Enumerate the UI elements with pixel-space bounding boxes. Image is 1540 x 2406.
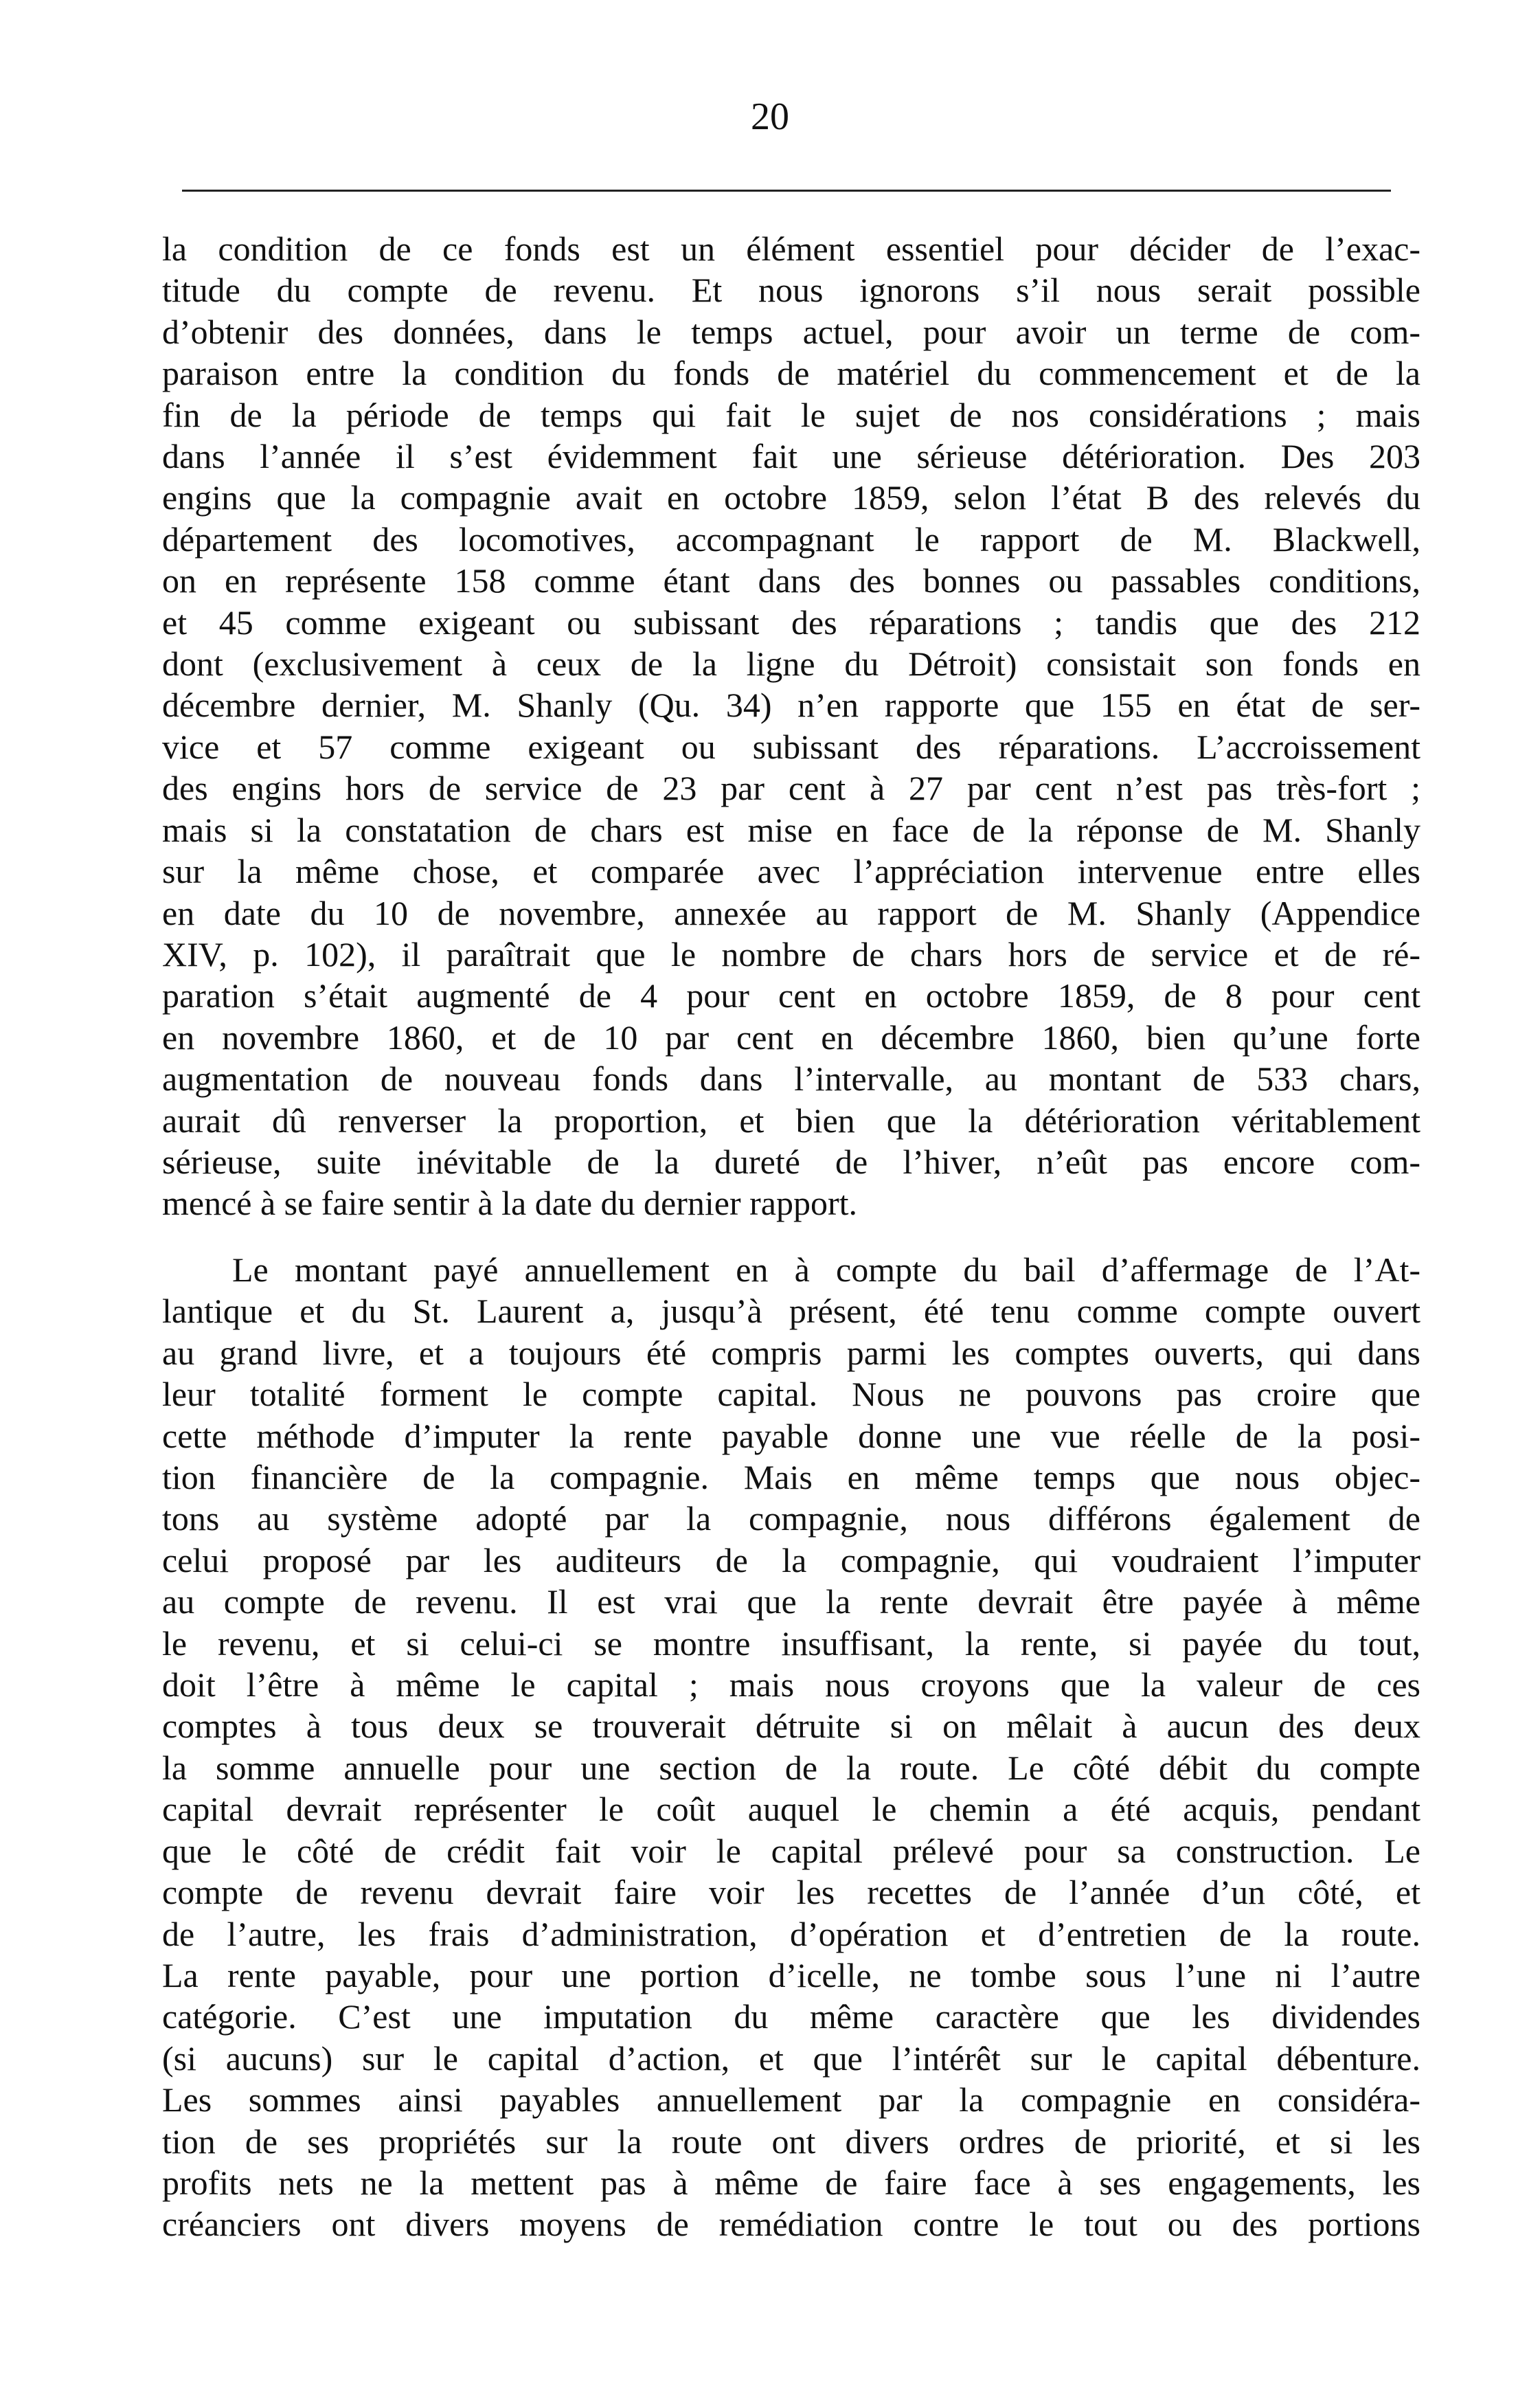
text-line: au compte de revenu. Il est vrai que la rente devrait être payée à même bbox=[162, 1582, 1420, 1621]
header-rule bbox=[182, 190, 1391, 192]
text-line: département des locomotives, accompagnant le rapport de M. Blackwell, bbox=[162, 519, 1420, 559]
text-line: d’obtenir des données, dans le temps actuel, pour avoir un terme de com- bbox=[162, 312, 1420, 351]
text-line: sérieuse, suite inévitable de la dureté de l’hiver, n’eût pas encore com- bbox=[162, 1142, 1420, 1181]
text-line: au grand livre, et a toujours été compris parmi les comptes ouverts, qui dans bbox=[162, 1333, 1420, 1372]
text-line: comptes à tous deux se trouverait détruite si on mêlait à aucun des deux bbox=[162, 1707, 1420, 1746]
text-line: titude du compte de revenu. Et nous ignorons s’il nous serait possible bbox=[162, 271, 1420, 310]
text-line: cette méthode d’imputer la rente payable donne une vue réelle de la posi- bbox=[162, 1416, 1420, 1455]
text-line: Le montant payé annuellement en à compte du bail d’affermage de l’At- bbox=[232, 1250, 1420, 1289]
page-number: 20 bbox=[751, 95, 789, 138]
text-line: fin de la période de temps qui fait le sujet de nos considérations ; mais bbox=[162, 395, 1420, 434]
text-line: le revenu, et si celui-ci se montre insuffisant, la rente, si payée du tout, bbox=[162, 1623, 1420, 1663]
text-line: augmentation de nouveau fonds dans l’intervalle, au montant de 533 chars, bbox=[162, 1059, 1420, 1099]
text-line: catégorie. C’est une imputation du même caractère que les dividendes bbox=[162, 1997, 1420, 2036]
text-line: dans l’année il s’est évidemment fait une sérieuse détérioration. Des 203 bbox=[162, 437, 1420, 476]
text-line: engins que la compagnie avait en octobre 1859, selon l’état B des relevés du bbox=[162, 478, 1420, 517]
text-line: La rente payable, pour une portion d’icelle, ne tombe sous l’une ni l’autre bbox=[162, 1955, 1420, 1994]
paragraph-1 bbox=[162, 228, 1420, 1224]
text-line: on en représente 158 comme étant dans des bonnes ou passables conditions, bbox=[162, 561, 1420, 600]
text-line: dont (exclusivement à ceux de la ligne du Détroit) consistait son fonds en bbox=[162, 644, 1420, 684]
text-line: paraison entre la condition du fonds de matériel du commencement et de la bbox=[162, 354, 1420, 393]
text-line: sur la même chose, et comparée avec l’appréciation intervenue entre elles bbox=[162, 852, 1420, 891]
text-line: lantique et du St. Laurent a, jusqu’à présent, été tenu comme compte ouvert bbox=[162, 1292, 1420, 1331]
text-line: compte de revenu devrait faire voir les recettes de l’année d’un côté, et bbox=[162, 1873, 1420, 1912]
text-line: en novembre 1860, et de 10 par cent en décembre 1860, bien qu’une forte bbox=[162, 1018, 1420, 1057]
text-line: Les sommes ainsi payables annuellement par la compagnie en considéra- bbox=[162, 2080, 1420, 2120]
text-line: capital devrait représenter le coût auquel le chemin a été acquis, pendant bbox=[162, 1790, 1420, 1829]
text-line: en date du 10 de novembre, annexée au rapport de M. Shanly (Appendice bbox=[162, 893, 1420, 932]
text-line: (si aucuns) sur le capital d’action, et que l’intérêt sur le capital débenture. bbox=[162, 2038, 1420, 2078]
text-line: mencé à se faire sentir à la date du dernier rapport. bbox=[162, 1184, 857, 1223]
text-line: des engins hors de service de 23 par cent à 27 par cent n’est pas très-fort ; bbox=[162, 769, 1420, 808]
text-line: que le côté de crédit fait voir le capital prélevé pour sa construction. Le bbox=[162, 1831, 1420, 1870]
text-line: vice et 57 comme exigeant ou subissant des réparations. L’accroissement bbox=[162, 727, 1420, 766]
text-line: aurait dû renverser la proportion, et bien que la détérioration véritablement bbox=[162, 1101, 1420, 1140]
text-line: tion financière de la compagnie. Mais en même temps que nous objec- bbox=[162, 1458, 1420, 1497]
paragraph-2 bbox=[162, 1249, 1420, 2245]
text-line: décembre dernier, M. Shanly (Qu. 34) n’en rapporte que 155 en état de ser- bbox=[162, 686, 1420, 725]
text-line: leur totalité forment le compte capital. Nous ne pouvons pas croire que bbox=[162, 1375, 1420, 1414]
text-line: paration s’était augmenté de 4 pour cent en octobre 1859, de 8 pour cent bbox=[162, 976, 1420, 1015]
text-line: et 45 comme exigeant ou subissant des réparations ; tandis que des 212 bbox=[162, 603, 1420, 642]
text-line: XIV, p. 102), il paraîtrait que le nombre de chars hors de service et de ré- bbox=[162, 934, 1420, 974]
text-line: celui proposé par les auditeurs de la compagnie, qui voudraient l’imputer bbox=[162, 1540, 1420, 1579]
text-line: la somme annuelle pour une section de la route. Le côté débit du compte bbox=[162, 1748, 1420, 1787]
text-line: tion de ses propriétés sur la route ont divers ordres de priorité, et si les bbox=[162, 2122, 1420, 2161]
text-line: de l’autre, les frais d’administration, d’opération et d’entretien de la route. bbox=[162, 1914, 1420, 1953]
text-line: doit l’être à même le capital ; mais nous croyons que la valeur de ces bbox=[162, 1665, 1420, 1705]
text-line: créanciers ont divers moyens de remédiation contre le tout ou des portions bbox=[162, 2205, 1420, 2244]
text-line: tons au système adopté par la compagnie, nous différons également de bbox=[162, 1499, 1420, 1538]
text-line: la condition de ce fonds est un élément essentiel pour décider de l’exac- bbox=[162, 229, 1420, 268]
text-line: mais si la constatation de chars est mise en face de la réponse de M. Shanly bbox=[162, 810, 1420, 849]
text-line: profits nets ne la mettent pas à même de faire face à ses engagements, les bbox=[162, 2163, 1420, 2202]
